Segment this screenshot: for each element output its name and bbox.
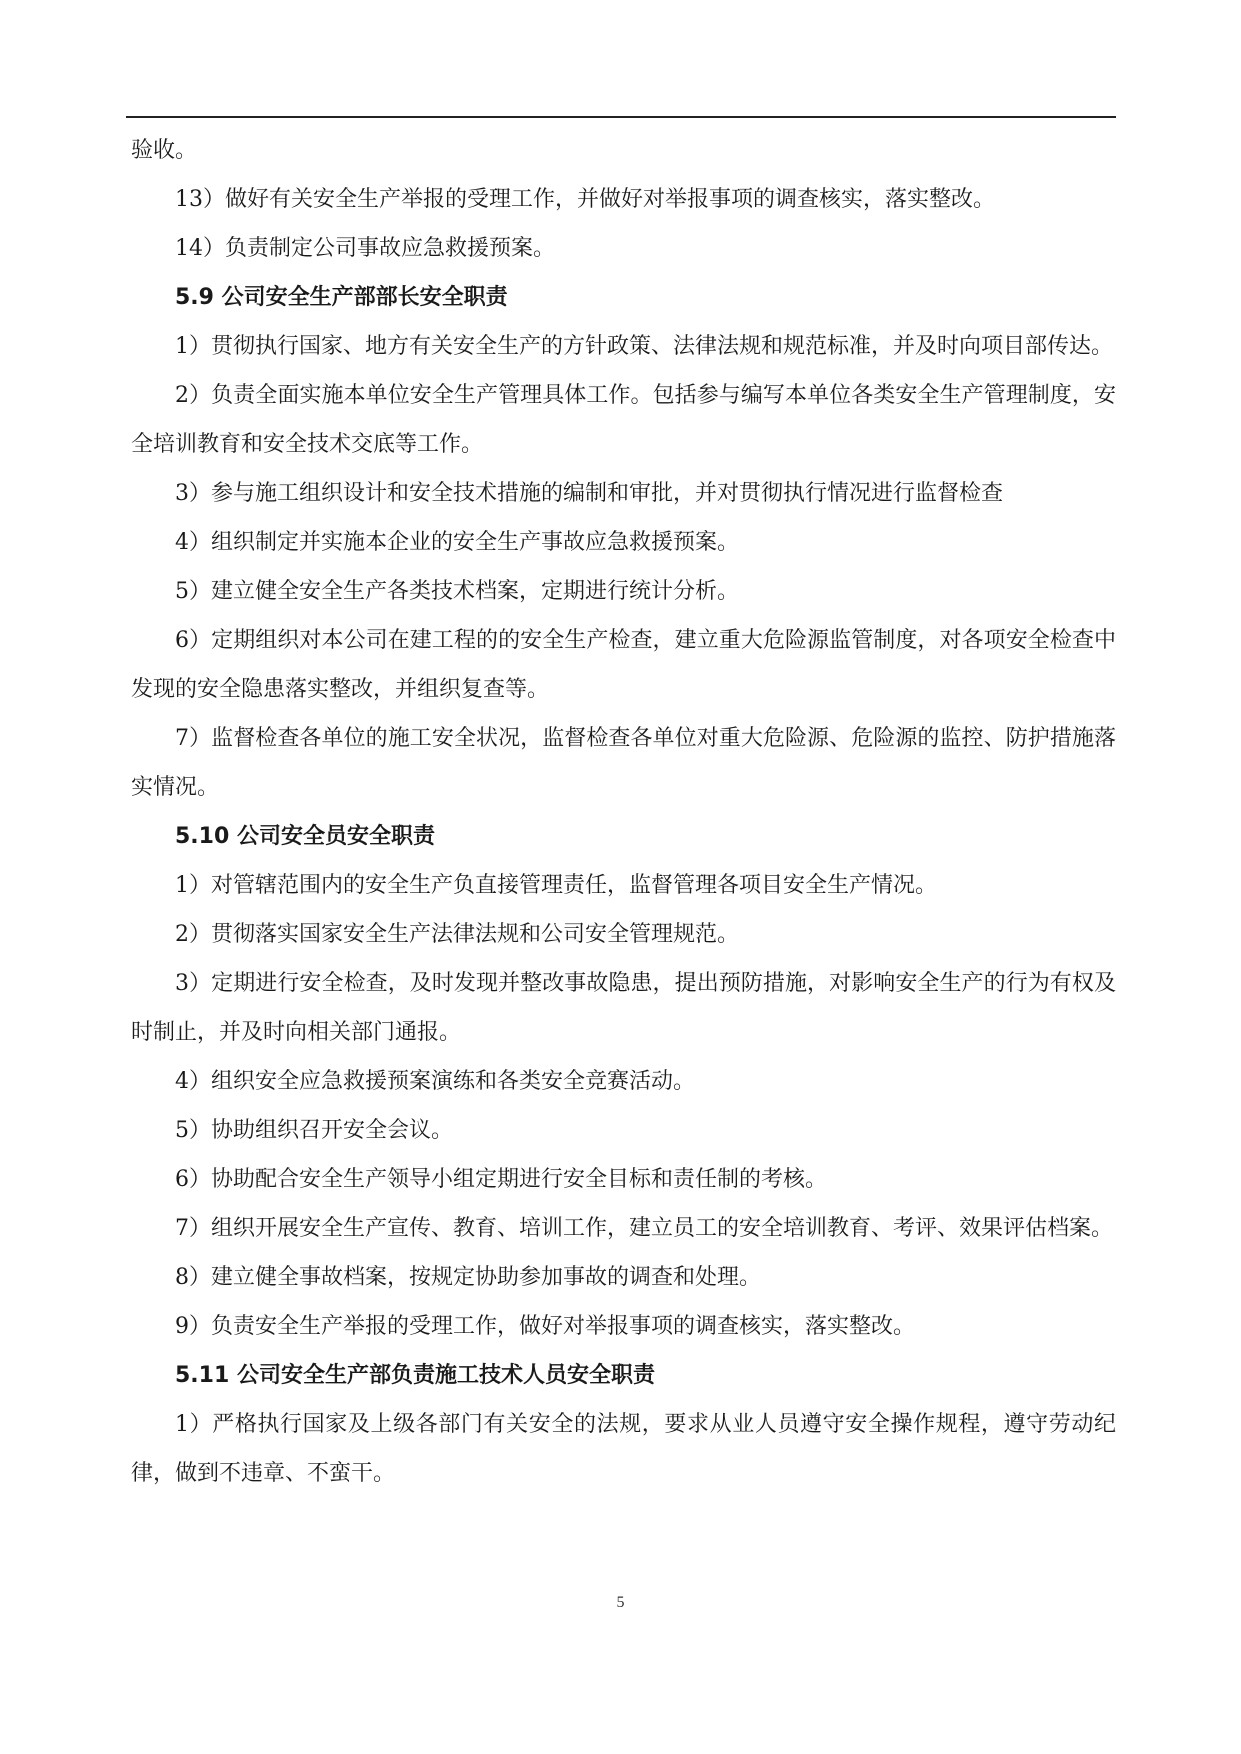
page-number: 5 <box>616 1594 625 1611</box>
paragraph: 6）定期组织对本公司在建工程的的安全生产检查，建立重大危险源监管制度，对各项安全检查中发现的安全隐患落实整改，并组织复查等。 <box>131 628 1116 702</box>
paragraph: 1）贯彻执行国家、地方有关安全生产的方针政策、法律法规和规范标准，并及时向项目部传达。 <box>175 334 1114 359</box>
paragraph: 3）定期进行安全检查，及时发现并整改事故隐患，提出预防措施，对影响安全生产的行为有权及时制止，并及时向相关部门通报。 <box>131 971 1116 1045</box>
paragraph: 2）负责全面实施本单位安全生产管理具体工作。包括参与编写本单位各类安全生产管理制度，安全培训教育和安全技术交底等工作。 <box>131 383 1116 457</box>
paragraph: 5）建立健全安全生产各类技术档案，定期进行统计分析。 <box>175 579 739 604</box>
paragraph: 14）负责制定公司事故应急救援预案。 <box>175 236 555 261</box>
header-rule <box>126 116 1116 118</box>
section-heading: 5.9 公司安全生产部部长安全职责 <box>175 285 508 310</box>
paragraph: 1）对管辖范围内的安全生产负直接管理责任，监督管理各项目安全生产情况。 <box>175 873 937 898</box>
paragraph: 验收。 <box>131 138 198 163</box>
paragraph: 4）组织制定并实施本企业的安全生产事故应急救援预案。 <box>175 530 739 555</box>
paragraph: 6）协助配合安全生产领导小组定期进行安全目标和责任制的考核。 <box>175 1167 827 1192</box>
paragraph: 3）参与施工组织设计和安全技术措施的编制和审批，并对贯彻执行情况进行监督检查 <box>175 481 1003 506</box>
section-heading: 5.11 公司安全生产部负责施工技术人员安全职责 <box>175 1363 655 1388</box>
paragraph: 8）建立健全事故档案，按规定协助参加事故的调查和处理。 <box>175 1265 761 1290</box>
paragraph: 7）监督检查各单位的施工安全状况，监督检查各单位对重大危险源、危险源的监控、防护措施落实情况。 <box>131 726 1116 800</box>
paragraph: 9）负责安全生产举报的受理工作，做好对举报事项的调查核实，落实整改。 <box>175 1314 915 1339</box>
paragraph: 1）严格执行国家及上级各部门有关安全的法规，要求从业人员遵守安全操作规程，遵守劳动纪律，做到不违章、不蛮干。 <box>131 1412 1116 1486</box>
document-body <box>131 126 1116 1498</box>
paragraph: 2）贯彻落实国家安全生产法律法规和公司安全管理规范。 <box>175 922 739 947</box>
paragraph: 13）做好有关安全生产举报的受理工作，并做好对举报事项的调查核实，落实整改。 <box>175 187 995 212</box>
paragraph: 7）组织开展安全生产宣传、教育、培训工作，建立员工的安全培训教育、考评、效果评估档案。 <box>175 1216 1114 1241</box>
paragraph: 5）协助组织召开安全会议。 <box>175 1118 453 1143</box>
paragraph: 4）组织安全应急救援预案演练和各类安全竞赛活动。 <box>175 1069 695 1094</box>
section-heading: 5.10 公司安全员安全职责 <box>175 824 435 849</box>
